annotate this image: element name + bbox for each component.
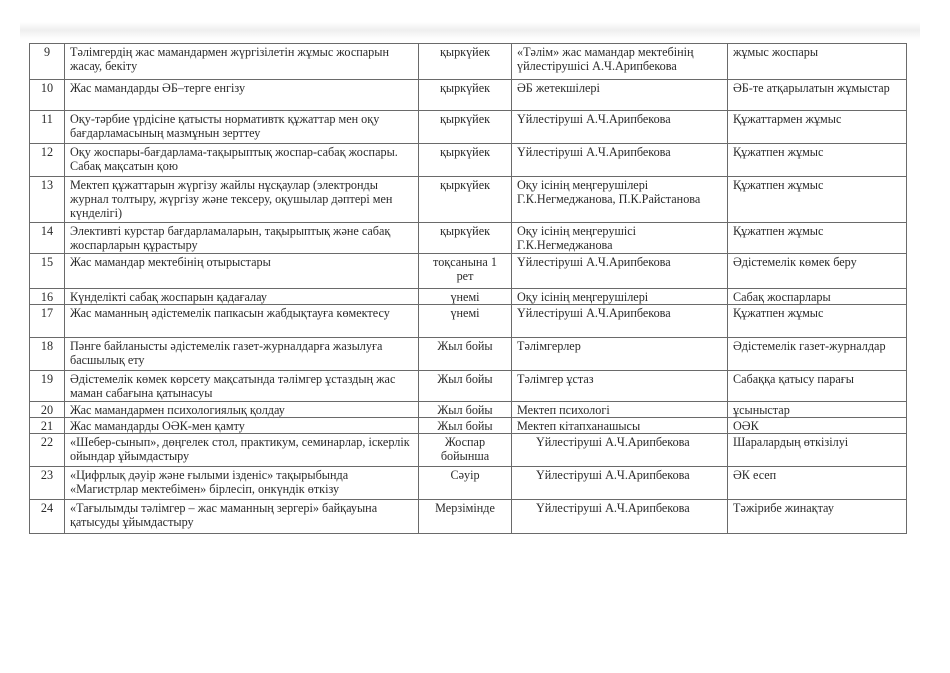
term-cell: қыркүйек (419, 177, 512, 223)
responsible-cell: ӘБ жетекшілері (512, 80, 728, 111)
task-cell: Тәлімгердің жас мамандармен жүргізілетін жұмыс жоспарын жасау, бекіту (65, 44, 419, 80)
responsible-cell: Оқу ісінің меңгерушілері (512, 289, 728, 305)
result-cell: Сабаққа қатысу парағы (728, 371, 907, 402)
row-number: 18 (30, 338, 65, 371)
responsible-cell: Үйлестіруші А.Ч.Арипбекова (512, 467, 728, 500)
task-cell: Жас мамандар мектебінің отырыстары (65, 254, 419, 289)
result-cell: Әдістемелік көмек беру (728, 254, 907, 289)
responsible-cell: Оқу ісінің меңгерушілері Г.К.Негмеджанова, П.К.Райстанова (512, 177, 728, 223)
result-cell: Құжаттармен жұмыс (728, 111, 907, 144)
row-number: 12 (30, 144, 65, 177)
responsible-cell: Үйлестіруші А.Ч.Арипбекова (512, 111, 728, 144)
table-row (30, 402, 907, 418)
responsible-cell: Мектеп кітапханашысы (512, 418, 728, 434)
term-cell: қыркүйек (419, 80, 512, 111)
result-cell: Сабақ жоспарлары (728, 289, 907, 305)
row-number: 13 (30, 177, 65, 223)
term-cell: қыркүйек (419, 111, 512, 144)
result-cell: Құжатпен жұмыс (728, 305, 907, 338)
responsible-cell: Үйлестіруші А.Ч.Арипбекова (512, 305, 728, 338)
table-row (30, 418, 907, 434)
table-row (30, 305, 907, 338)
task-cell: Мектеп құжаттарын жүргізу жайлы нұсқаулар (электронды журнал толтыру, жүргізу және тексеру, оқушылар дәптері мен күнделігі) (65, 177, 419, 223)
task-cell: Жас мамандармен психологиялық қолдау (65, 402, 419, 418)
term-cell: қыркүйек (419, 223, 512, 254)
result-cell: ұсыныстар (728, 402, 907, 418)
responsible-cell: Тәлімгерлер (512, 338, 728, 371)
result-cell: Құжатпен жұмыс (728, 223, 907, 254)
result-cell: Шаралардың өткізілуі (728, 434, 907, 467)
term-cell: Жыл бойы (419, 371, 512, 402)
task-cell: Оқу-тәрбие үрдісіне қатысты нормативтк құжаттар мен оқу бағдарламасының мазмұнын зерттеу (65, 111, 419, 144)
task-cell: Элективті курстар бағдарламаларын, тақырыптық және сабақ жоспарларын құрастыру (65, 223, 419, 254)
term-cell: қыркүйек (419, 144, 512, 177)
row-number: 11 (30, 111, 65, 144)
row-number: 24 (30, 500, 65, 534)
term-cell: үнемі (419, 305, 512, 338)
row-number: 9 (30, 44, 65, 80)
task-cell: «Тағылымды тәлімгер – жас маманның зергері» байқауына қатысуды ұйымдастыру (65, 500, 419, 534)
result-cell: ӘК есеп (728, 467, 907, 500)
table-row (30, 223, 907, 254)
responsible-cell: Оқу ісінің меңгерушісі Г.К.Негмеджанова (512, 223, 728, 254)
term-cell: тоқсанына 1 рет (419, 254, 512, 289)
table-row (30, 467, 907, 500)
table-row (30, 111, 907, 144)
row-number: 20 (30, 402, 65, 418)
table-row (30, 177, 907, 223)
term-cell: Сәуір (419, 467, 512, 500)
responsible-cell: Мектеп психологі (512, 402, 728, 418)
task-cell: Жас мамандарды ОӘК-мен қамту (65, 418, 419, 434)
term-cell: Жыл бойы (419, 338, 512, 371)
task-cell: Оқу жоспары-бағдарлама-тақырыптық жоспар-сабақ жоспары. Сабақ мақсатын қою (65, 144, 419, 177)
task-cell: Пәнге байланысты әдістемелік газет-журналдарға жазылуға басшылық ету (65, 338, 419, 371)
row-number: 21 (30, 418, 65, 434)
row-number: 23 (30, 467, 65, 500)
result-cell: ОӘК (728, 418, 907, 434)
term-cell: Жыл бойы (419, 418, 512, 434)
responsible-cell: «Тәлім» жас мамандар мектебінің үйлестірушісі А.Ч.Арипбекова (512, 44, 728, 80)
term-cell: қыркүйек (419, 44, 512, 80)
result-cell: жұмыс жоспары (728, 44, 907, 80)
result-cell: Тәжірибе жинақтау (728, 500, 907, 534)
row-number: 16 (30, 289, 65, 305)
result-cell: Құжатпен жұмыс (728, 144, 907, 177)
term-cell: Мерзімінде (419, 500, 512, 534)
task-cell: Жас маманның әдістемелік папкасын жабдықтауға көмектесу (65, 305, 419, 338)
work-plan-table (29, 43, 907, 534)
task-cell: Әдістемелік көмек көрсету мақсатында тәлімгер ұстаздың жас маман сабағына қатынасуы (65, 371, 419, 402)
task-cell: «Шебер-сынып», дөңгелек стол, практикум, семинарлар, іскерлік ойындар ұйымдастыру (65, 434, 419, 467)
responsible-cell: Үйлестіруші А.Ч.Арипбекова (512, 434, 728, 467)
responsible-cell: Тәлімгер ұстаз (512, 371, 728, 402)
term-cell: үнемі (419, 289, 512, 305)
term-cell: Жоспар бойынша (419, 434, 512, 467)
row-number: 14 (30, 223, 65, 254)
scan-bleed-through (20, 22, 920, 40)
table-row (30, 144, 907, 177)
row-number: 10 (30, 80, 65, 111)
table-row (30, 80, 907, 111)
responsible-cell: Үйлестіруші А.Ч.Арипбекова (512, 254, 728, 289)
row-number: 17 (30, 305, 65, 338)
result-cell: Құжатпен жұмыс (728, 177, 907, 223)
table-row (30, 500, 907, 534)
table-row (30, 371, 907, 402)
row-number: 15 (30, 254, 65, 289)
task-cell: Күнделікті сабақ жоспарын қадағалау (65, 289, 419, 305)
row-number: 22 (30, 434, 65, 467)
responsible-cell: Үйлестіруші А.Ч.Арипбекова (512, 144, 728, 177)
task-cell: Жас мамандарды ӘБ–терге енгізу (65, 80, 419, 111)
term-cell: Жыл бойы (419, 402, 512, 418)
table-row (30, 44, 907, 80)
row-number: 19 (30, 371, 65, 402)
task-cell: «Цифрлық дәуір және ғылыми ізденіс» тақырыбында «Магистрлар мектебімен» бірлесіп, онкүндік өткізу (65, 467, 419, 500)
table-row (30, 434, 907, 467)
result-cell: Әдістемелік газет-журналдар (728, 338, 907, 371)
responsible-cell: Үйлестіруші А.Ч.Арипбекова (512, 500, 728, 534)
table-row (30, 338, 907, 371)
table-row (30, 289, 907, 305)
table-row (30, 254, 907, 289)
result-cell: ӘБ-те атқарылатын жұмыстар (728, 80, 907, 111)
